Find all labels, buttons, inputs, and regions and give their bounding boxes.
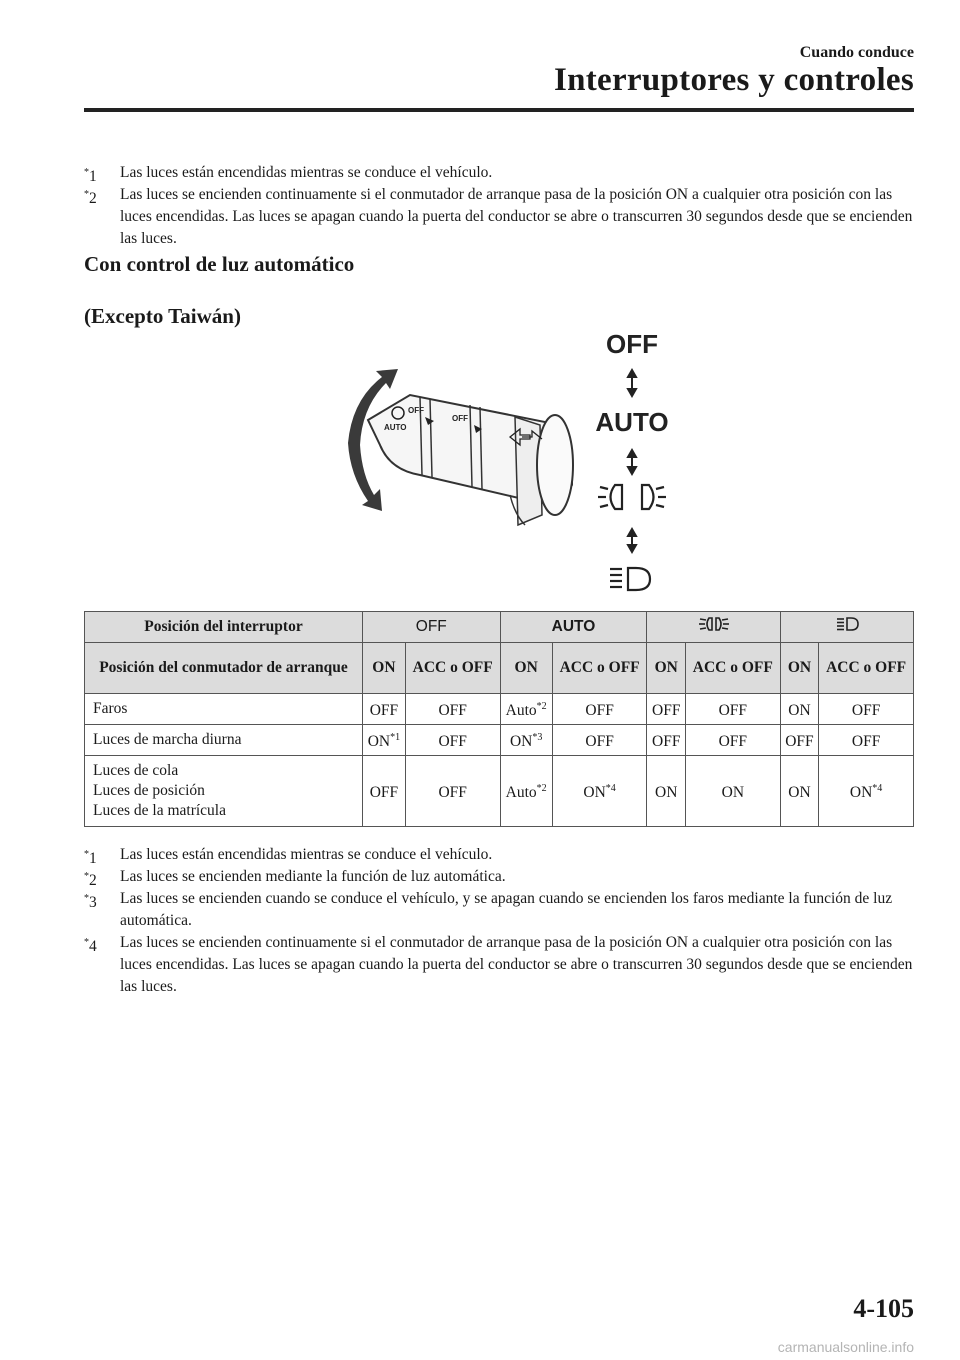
table-cell: OFF — [685, 725, 780, 756]
section-heading: Con control de luz automático — [84, 252, 355, 276]
double-arrow-icon — [628, 529, 636, 552]
footnotes-bottom — [84, 844, 914, 998]
table-cell: ON$^{*4}$ — [552, 756, 647, 827]
table-cell: OFF — [405, 756, 500, 827]
table-cell: OFF — [552, 725, 647, 756]
position-auto: AUTO — [500, 612, 647, 643]
table-row — [85, 725, 914, 756]
position-label-off: OFF — [606, 329, 658, 359]
table-cell: Auto$^{*2}$ — [500, 756, 552, 827]
footnote: *1 Las luces están encendidas mientras se conduce el vehículo. — [84, 164, 493, 185]
footnote-text: Las luces se encienden mediante la función de luz automática. — [120, 868, 506, 885]
footnote-text: Las luces están encendidas mientras se conduce el vehículo. — [120, 164, 493, 181]
table-row — [85, 756, 914, 827]
page-title: Interruptores y controles — [553, 62, 914, 98]
footnote-text: Las luces se encienden continuamente si el conmutador de arranque pasa de la posición ON a cualquier otra posición con las luces encendidas. Las luces se apagan cuando la puerta del conductor se abre o transcurren 30 segundos desde que se encienden las luces. — [120, 186, 913, 247]
table-cell: OFF — [405, 694, 500, 725]
double-arrow-icon — [628, 370, 636, 396]
ignition-cell: ON — [363, 643, 406, 694]
table-cell: ON$^{*4}$ — [819, 756, 914, 827]
table-cell: ON — [780, 694, 819, 725]
table-cell: ON$^{*1}$ — [363, 725, 406, 756]
table-cell: OFF — [647, 694, 686, 725]
ignition-cell: ACC o OFF — [405, 643, 500, 694]
parking-light-icon — [598, 485, 666, 509]
footnote: *4 Las luces se encienden continuamente si el conmutador de arranque pasa de la posición ON a cualquier otra posición con las luces encendidas. Las luces se apagan cuando la puerta del conductor se abre o transcurren 30 segundos desde que se encienden las luces. — [84, 934, 913, 995]
row-label: Luces de cola Luces de posición Luces de la matrícula — [85, 756, 363, 827]
header-rule — [84, 108, 914, 112]
ignition-cell: ACC o OFF — [552, 643, 647, 694]
headlight-icon — [834, 616, 860, 632]
ignition-cell: ON — [500, 643, 552, 694]
table-cell: OFF — [405, 725, 500, 756]
watermark: carmanualsonline.info — [777, 1339, 914, 1355]
position-label-auto: AUTO — [595, 407, 669, 437]
table-cell: ON$^{*3}$ — [500, 725, 552, 756]
headlight-icon — [610, 568, 650, 590]
footnotes-top — [84, 162, 914, 250]
table-cell: OFF — [780, 725, 819, 756]
table-cell: Auto$^{*2}$ — [500, 694, 552, 725]
footnote: *1 Las luces están encendidas mientras se conduce el vehículo. — [84, 846, 493, 867]
footnote-text: Las luces se encienden continuamente si el conmutador de arranque pasa de la posición ON a cualquier otra posición con las luces encendidas. Las luces se apagan cuando la puerta del conductor se abre o transcurren 30 segundos desde que se encienden las luces. — [120, 934, 913, 995]
table-cell: OFF — [647, 725, 686, 756]
position-off: OFF — [363, 612, 501, 643]
table-cell: OFF — [552, 694, 647, 725]
section-subheading: (Excepto Taiwán) — [84, 304, 241, 328]
stalk-label: AUTO — [384, 423, 407, 432]
ignition-cell: ACC o OFF — [819, 643, 914, 694]
double-arrow-icon — [628, 450, 636, 474]
table-cell: OFF — [685, 694, 780, 725]
table-cell: OFF — [819, 694, 914, 725]
position-parking — [647, 612, 780, 643]
stalk-label: OFF — [452, 414, 468, 423]
page-number: 4-105 — [853, 1294, 914, 1323]
footnote: *2 Las luces se encienden mediante la función de luz automática. — [84, 868, 506, 889]
table-header-label: Posición del interruptor — [85, 612, 363, 643]
row-label: Faros — [85, 694, 363, 725]
table-cell: ON — [780, 756, 819, 827]
footnote: *2 Las luces se encienden continuamente si el conmutador de arranque pasa de la posición ON a cualquier otra posición con las luces encendidas. Las luces se apagan cuando la puerta del conductor se abre o transcurren 30 segundos desde que se encienden las luces. — [84, 186, 913, 247]
light-switch-diagram — [310, 325, 690, 600]
table-cell: ON — [647, 756, 686, 827]
row-label: Luces de marcha diurna — [85, 725, 363, 756]
footnote: *3 Las luces se encienden cuando se conduce el vehículo, y se apagan cuando se encienden los faros mediante la función de luz automática. — [84, 890, 893, 929]
table-header-row — [85, 643, 914, 694]
ignition-cell: ACC o OFF — [685, 643, 780, 694]
table-cell: OFF — [363, 756, 406, 827]
footnote-text: Las luces están encendidas mientras se conduce el vehículo. — [120, 846, 493, 863]
table-cell: ON — [685, 756, 780, 827]
table-cell: OFF — [363, 694, 406, 725]
ignition-cell: ON — [780, 643, 819, 694]
light-switch-table — [84, 611, 914, 827]
position-headlight — [780, 612, 913, 643]
parking-light-icon — [697, 616, 731, 632]
footnote-text: Las luces se encienden cuando se conduce el vehículo, y se apagan cuando se encienden los faros mediante la función de luz automática. — [120, 890, 893, 929]
section-title: Cuando conduce — [799, 44, 914, 61]
table-cell: OFF — [819, 725, 914, 756]
table-header-label: Posición del conmutador de arranque — [85, 643, 363, 694]
table-row — [85, 694, 914, 725]
stalk-label: OFF — [408, 406, 424, 415]
ignition-cell: ON — [647, 643, 686, 694]
table-header-row — [85, 612, 914, 643]
